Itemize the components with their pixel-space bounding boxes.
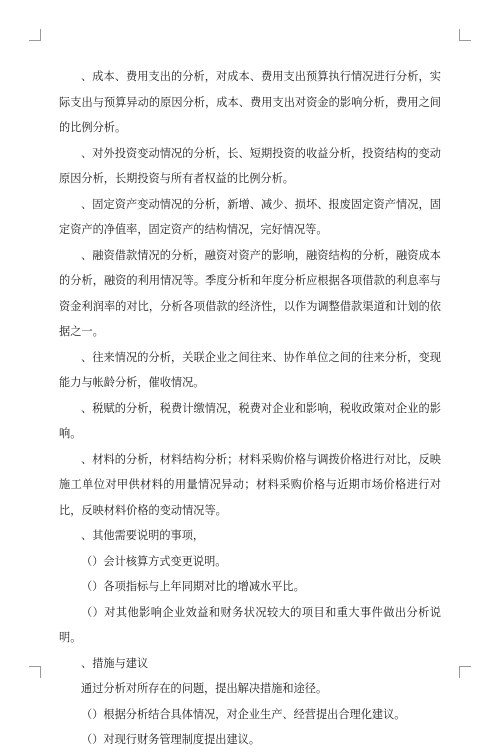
paragraph-measures-heading: 、措施与建议 — [81, 656, 149, 670]
paragraph-indicator-comparison: （）各项指标与上年同期对比的增减水平比。 — [81, 580, 305, 593]
crop-mark-bottom-right — [459, 666, 471, 678]
paragraph-business-suggestions: （）根据分析结合具体情况，对企业生产、经营提出合理化建议。 — [81, 707, 406, 721]
document-body — [59, 64, 441, 753]
paragraph-accounts-analysis: 、往来情况的分析，关联企业之间往来、协作单位之间的往来分析，变现能力与帐龄分析，催收情况。 — [59, 350, 441, 389]
paragraph-finance-policy-suggestions: （）对现行财务管理制度提出建议。 — [81, 733, 261, 746]
paragraph-accounting-change: （）会计核算方式变更说明。 — [81, 554, 227, 568]
paragraph-financing-loans-analysis: 、融资借款情况的分析，融资对资产的影响，融资结构的分析，融资成本的分析，融资的利用情况等。季度分析和年度分析应根据各项借款的利息率与资金利润率的对比，分析各项借款的经济性，以作为调整借款渠道和计划的依据之一。 — [59, 248, 441, 338]
crop-mark-top-right — [459, 29, 471, 41]
paragraph-major-events: （）对其他影响企业效益和财务状况较大的项目和重大事件做出分析说明。 — [59, 605, 441, 644]
paragraph-fixed-assets-analysis: 、固定资产变动情况的分析，新增、减少、损坏、报废固定资产情况，固定资产的净值率，固定资产的结构情况，完好情况等。 — [59, 197, 441, 236]
crop-mark-bottom-left — [29, 666, 41, 678]
paragraph-external-investment-analysis: 、对外投资变动情况的分析，长、短期投资的收益分析，投资结构的变动原因分析，长期投资与所有者权益的比例分析。 — [59, 146, 441, 185]
paragraph-problem-solutions: 通过分析对所存在的问题，提出解决措施和途径。 — [81, 682, 328, 695]
paragraph-other-matters: 、其他需要说明的事项， — [81, 529, 205, 542]
paragraph-cost-expense-analysis: 、成本、费用支出的分析，对成本、费用支出预算执行情况进行分析，实际支出与预算异动的原因分析，成本、费用支出对资金的影响分析，费用之间的比例分析。 — [59, 70, 441, 134]
paragraph-materials-analysis: 、材料的分析，材料结构分析；材料采购价格与调拨价格进行对比，反映施工单位对甲供材料的用量情况异动；材料采购价格与近期市场价格进行对比，反映材料价格的变动情况等。 — [59, 452, 441, 517]
paragraph-tax-analysis: 、税赋的分析，税费计缴情况，税费对企业和影响，税收政策对企业的影响。 — [59, 401, 441, 440]
crop-mark-top-left — [29, 29, 41, 41]
